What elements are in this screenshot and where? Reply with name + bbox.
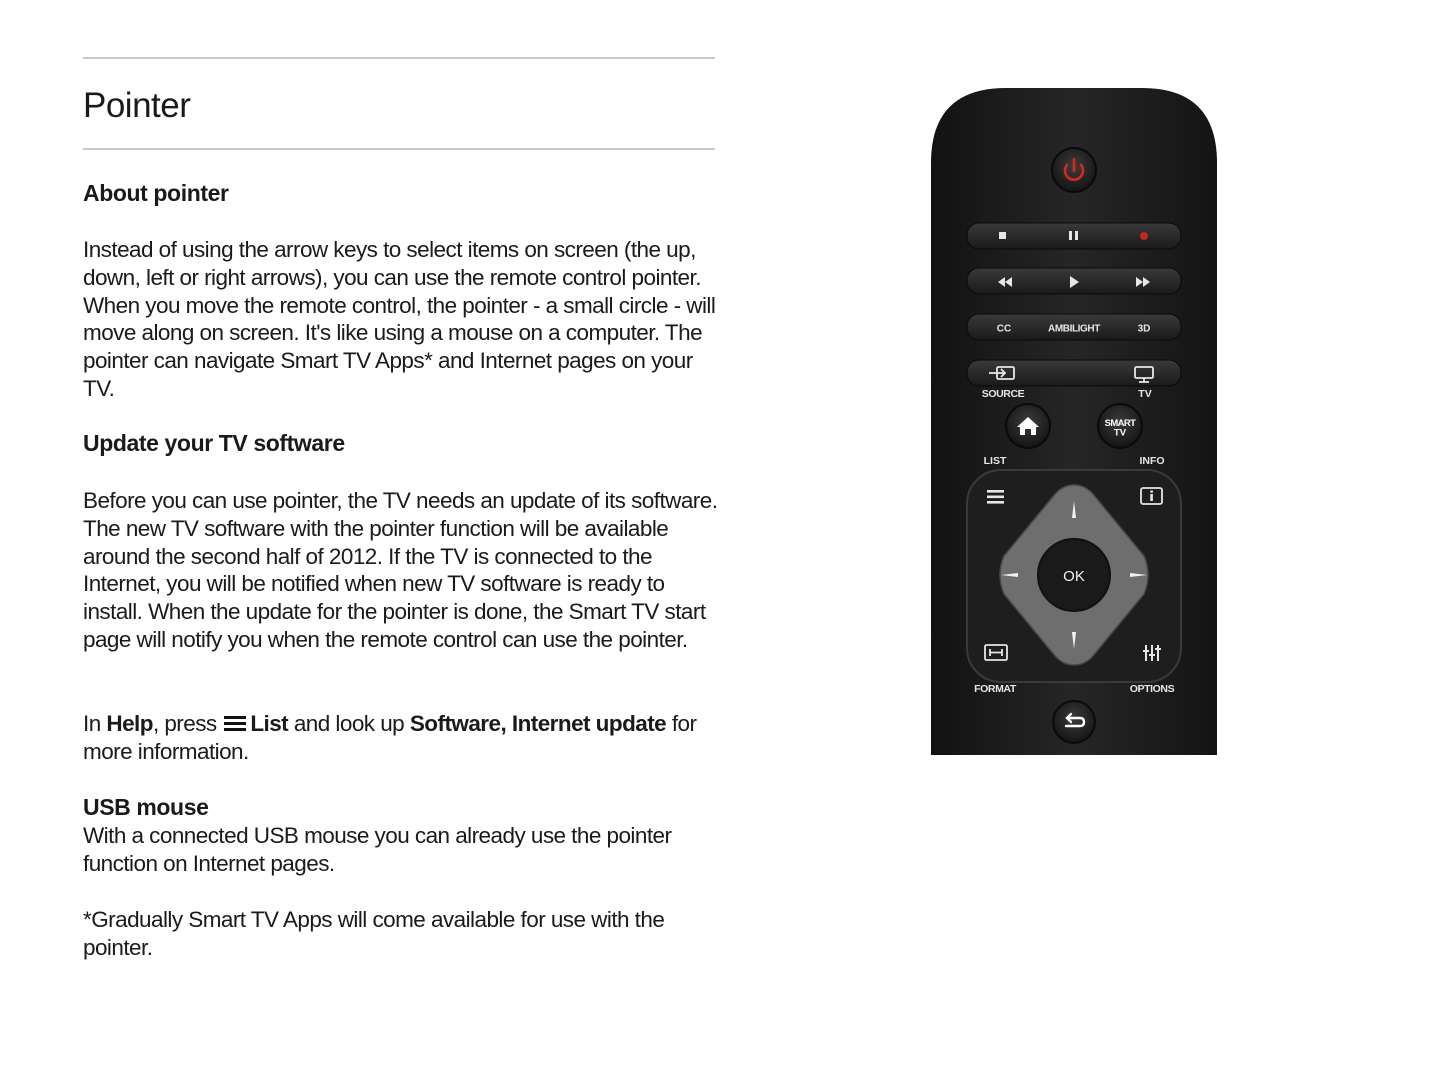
top-rule — [83, 57, 715, 59]
help-list: List — [250, 711, 289, 736]
usb-heading: USB mouse — [83, 794, 209, 820]
update-heading: Update your TV software — [83, 430, 345, 456]
3d-label[interactable]: 3D — [1137, 323, 1151, 335]
ambilight-label[interactable]: AMBILIGHT — [1048, 323, 1100, 335]
about-body: Instead of using the arrow keys to select items on screen (the up, down, left or right arrows), you can use the remote control pointer. When you move the remote control, the pointer - a small circle - will move along on screen. It's like using a mouse on a computer. The pointer can navigate Smart TV Apps* and Internet pages on your TV. — [83, 237, 716, 401]
options-label: OPTIONS — [1129, 683, 1175, 695]
list-menu-icon — [224, 715, 246, 732]
options-icon[interactable] — [1143, 645, 1161, 661]
cc-label[interactable]: CC — [996, 323, 1012, 335]
info-label: INFO — [1139, 455, 1165, 467]
format-label: FORMAT — [974, 683, 1016, 695]
help-in: In — [83, 711, 101, 736]
help-lookup: and look up — [293, 711, 405, 736]
ok-label: OK — [1063, 568, 1085, 585]
help-topic: Software, Internet update — [409, 711, 667, 736]
stop-icon[interactable] — [999, 232, 1006, 239]
back-button[interactable] — [1053, 701, 1095, 743]
help-word: Help — [106, 711, 153, 736]
record-icon[interactable] — [1140, 232, 1148, 240]
tv-label: TV — [1138, 388, 1152, 400]
usb-body: With a connected USB mouse you can already use the pointer function on Internet pages. — [83, 823, 672, 876]
source-label: SOURCE — [981, 388, 1025, 400]
remote-control-illustration — [931, 88, 1217, 755]
help-tail: for more information. — [83, 711, 697, 764]
help-paragraph — [83, 710, 719, 766]
help-press: , press — [152, 711, 217, 736]
list-icon[interactable] — [987, 490, 1004, 504]
list-label: LIST — [983, 455, 1007, 467]
footnote: *Gradually Smart TV Apps will come available for use with the pointer. — [83, 907, 665, 960]
update-body: Before you can use pointer, the TV needs an update of its software. The new TV software with the pointer function will be available around the second half of 2012. If the TV is connected to the Internet, you will be notified when new TV software is ready to install. When the update for the pointer is done, the Smart TV start page will notify you when the remote control can use the pointer. — [83, 488, 718, 652]
smart-tv-label-line1: SMART — [1104, 418, 1136, 429]
about-heading: About pointer — [83, 180, 229, 206]
title-rule — [83, 148, 715, 150]
smart-tv-label-line2: TV — [1113, 427, 1127, 439]
page-title: Pointer — [83, 86, 191, 125]
